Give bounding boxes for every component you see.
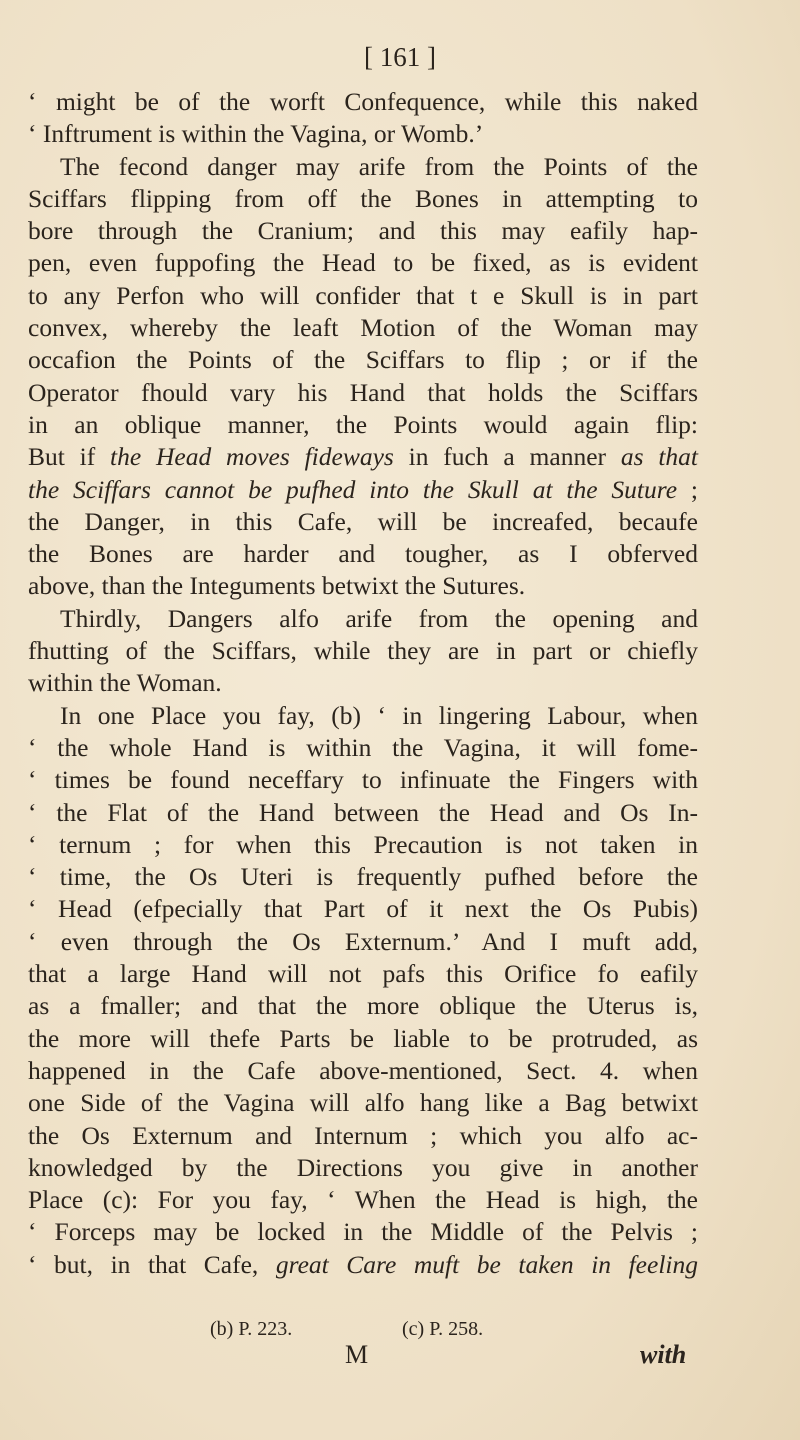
text-line — [28, 570, 698, 602]
text-line — [28, 958, 698, 990]
line-text: as a fmaller; and that the more oblique the Uterus is, — [28, 991, 698, 1021]
line-text: one Side of the Vagina will alfo hang like a Bag betwixt — [28, 1088, 698, 1118]
text-line — [28, 441, 698, 473]
line-text: ‘ Forceps may be locked in the Middle of the Pelvis ; — [28, 1217, 698, 1247]
text-line — [28, 280, 698, 312]
text-line — [28, 893, 698, 925]
text-line — [28, 1216, 698, 1248]
line-text: bore through the Cranium; and this may eafily hap- — [28, 216, 698, 246]
line-text: the Bones are harder and tougher, as I obferved — [28, 539, 698, 569]
line-text: Sciffars flipping from off the Bones in attempting to — [28, 183, 698, 213]
text-line — [28, 377, 698, 409]
line-text: ‘ even through the Os Externum.’ And I muft add, — [28, 926, 698, 956]
text-line — [28, 312, 698, 344]
italic-text: the Sciffars cannot be pufhed into the Skull at the Suture — [28, 474, 678, 504]
text-line — [28, 667, 698, 699]
text-line — [28, 344, 698, 376]
text-line — [28, 797, 698, 829]
line-text: fhutting of the Sciffars, while they are in part or chiefly — [28, 636, 698, 666]
line-text: ‘ ternum ; for when this Precaution is not taken in — [28, 829, 698, 859]
text-line — [28, 215, 698, 247]
italic-text: great Care muft be taken in feeling — [275, 1249, 698, 1279]
text-line — [28, 1087, 698, 1119]
line-text: ‘ time, the Os Uteri is frequently pufhed before the — [28, 862, 698, 892]
line-text: ‘ might be of the worft Confequence, while this naked — [28, 87, 698, 116]
line-text: the more will thefe Parts be liable to be protruded, as — [28, 1023, 698, 1053]
text-line — [28, 118, 698, 150]
text-line — [28, 861, 698, 893]
line-text: knowledged by the Directions you give in another — [28, 1152, 698, 1182]
line-text: happened in the Cafe above-mentioned, Sect. 4. when — [28, 1055, 698, 1085]
catchword: with — [640, 1340, 687, 1369]
line-text: in an oblique manner, the Points would again flip: — [28, 409, 698, 439]
line-text: the Os Externum and Internum ; which you alfo ac- — [28, 1120, 698, 1150]
signature-mark: M — [345, 1340, 369, 1369]
text-line — [28, 829, 698, 861]
text-line — [28, 700, 698, 732]
italic-text: the Head moves fideways — [110, 442, 394, 472]
text-line — [28, 86, 698, 118]
italic-text: as that — [620, 442, 698, 472]
footnote-c: (c) P. 258. — [402, 1318, 484, 1340]
line-text: convex, whereby the leaft Motion of the Woman may — [28, 313, 698, 343]
line-text: In one Place you fay, (b) ‘ in lingering Labour, when — [60, 700, 698, 730]
line-text: ‘ the Flat of the Hand between the Head and Os In- — [28, 797, 698, 827]
text-line — [28, 1184, 698, 1216]
line-text: ‘ Head (efpecially that Part of it next the Os Pubis) — [28, 894, 698, 924]
text-line — [28, 990, 698, 1022]
text-line — [28, 603, 698, 635]
line-text: But if — [28, 442, 111, 472]
text-line — [28, 635, 698, 667]
line-text: above, than the Integuments betwixt the Sutures. — [28, 571, 526, 601]
text-line — [28, 506, 698, 538]
text-line — [28, 1152, 698, 1184]
line-text: ‘ but, in that Cafe, — [28, 1249, 276, 1279]
text-line — [28, 1249, 698, 1281]
line-text: occafion the Points of the Sciffars to flip ; or if the — [28, 345, 698, 375]
line-text: The fecond danger may arife from the Points of the — [60, 151, 698, 181]
text-line — [28, 1055, 698, 1087]
line-text: ‘ Inftrument is within the Vagina, or Womb.’ — [28, 119, 484, 149]
line-text: Place (c): For you fay, ‘ When the Head is high, the — [28, 1185, 698, 1215]
text-line — [28, 474, 698, 506]
line-text: Operator fhould vary his Hand that holds the Sciffars — [28, 377, 698, 407]
line-text: pen, even fuppofing the Head to be fixed, as is evident — [28, 248, 698, 278]
text-line — [28, 926, 698, 958]
line-text: ; — [677, 474, 698, 504]
line-text: ‘ the whole Hand is within the Vagina, it will fome- — [28, 732, 698, 762]
text-line — [28, 1120, 698, 1152]
text-line — [28, 764, 698, 796]
text-line — [28, 183, 698, 215]
line-text: within the Woman. — [28, 668, 222, 698]
footnote-b: (b) P. 223. — [210, 1318, 293, 1340]
line-text: to any Perfon who will confider that t e Skull is in part — [28, 280, 698, 310]
page-number: [ 161 ] — [364, 42, 436, 72]
text-line — [28, 1023, 698, 1055]
line-text: Thirdly, Dangers alfo arife from the opening and — [60, 603, 698, 633]
text-line — [28, 538, 698, 570]
line-text: the Danger, in this Cafe, will be increafed, becaufe — [28, 506, 698, 536]
line-text: that a large Hand will not pafs this Orifice fo eafily — [28, 959, 698, 989]
text-line — [28, 247, 698, 279]
text-line — [28, 409, 698, 441]
body-text — [28, 86, 698, 1281]
line-text: in fuch a manner — [393, 442, 621, 472]
line-text: ‘ times be found neceffary to infinuate the Fingers with — [28, 765, 698, 795]
text-line — [28, 732, 698, 764]
text-line — [28, 151, 698, 183]
